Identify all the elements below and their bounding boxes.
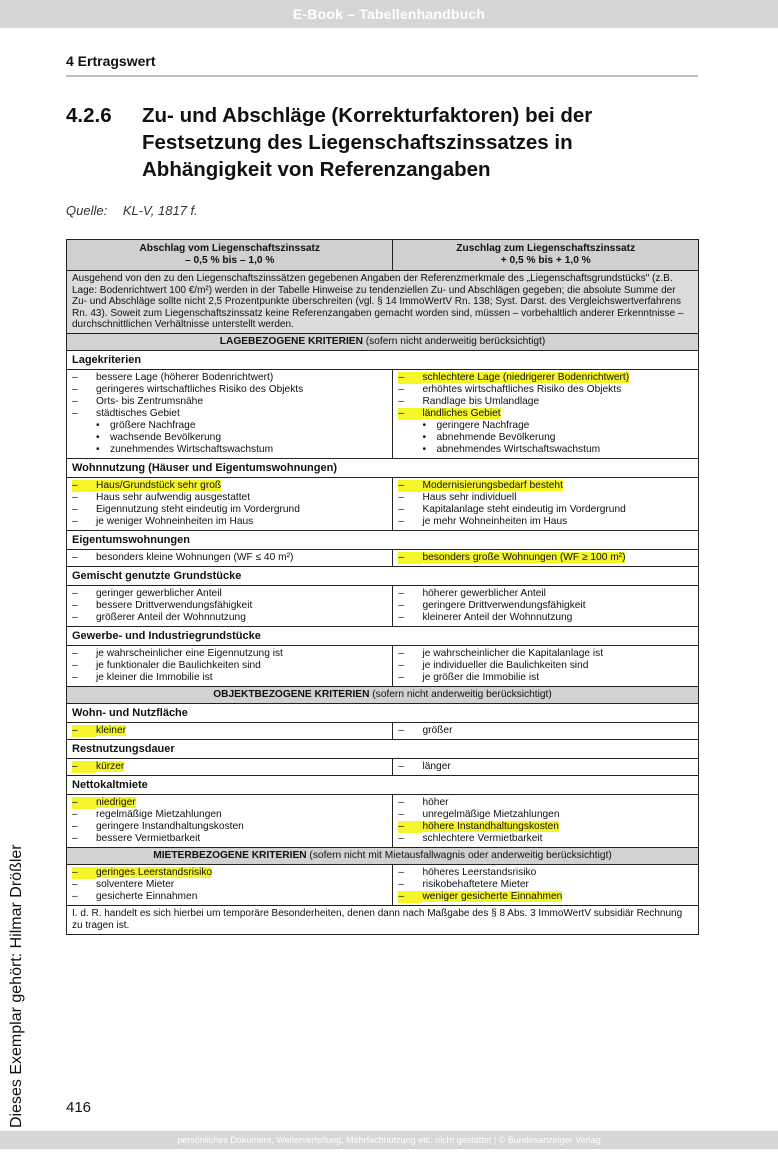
list-gewerbe-right	[398, 648, 693, 684]
source-line	[66, 203, 198, 218]
heading-number: 4.2.6	[66, 104, 112, 127]
intro-text: Ausgehend von den zu den Liegenschaftszinssätzen gegebenen Angaben der Referenzmerkmale des „Liegenschaftsgrundstücks" (z.B. Lage: Bodenrichtwert 100 €/m²) werden in der Tabelle Hinweise zu tendenziellen Zu- und Abschlägen gegeben; die absolute Summe der Zu- und Abschläge sollte nicht 2,5 Prozentpunkte überschreiten (vgl. § 14 ImmoWertV Rn. 138; Syst. Darst. des Vergleichswertverfahrens Rn. 43). Soweit zum Liegenschaftszinssatz keine Referenzangaben gemacht worden sind, müssen – vorbehaltlich anderer Erkenntnisse – durchschnittlichen Verhältnisse unterstellt werden.	[67, 271, 699, 334]
footer-text: persönliches Dokument, Weiterverteilung, Mehrfachnutzung etc. nicht gestattet | © Bundesanzeiger Verlag	[177, 1135, 601, 1145]
list-item: – je wahrscheinlicher die Kapitalanlage ist	[398, 647, 604, 659]
list-item: – risikobehaftetere Mieter	[398, 878, 529, 890]
list-miete-left	[72, 797, 387, 845]
page-number: 416	[66, 1099, 92, 1116]
list-item: – bessere Drittverwendungsfähigkeit	[72, 599, 253, 611]
subheader-gemischt: Gemischt genutzte Grundstücke	[67, 566, 699, 585]
list-item: – kleiner	[72, 724, 127, 736]
list-item: – länger	[398, 760, 451, 772]
list-item: – kürzer	[72, 760, 125, 772]
list-item: – höherer gewerblicher Anteil	[398, 587, 546, 599]
list-item: • abnehmendes Wirtschaftswachstum	[422, 443, 601, 455]
subheader-flaeche: Wohn- und Nutzfläche	[67, 703, 699, 722]
list-flaeche-left	[72, 725, 387, 737]
list-item: – solventere Mieter	[72, 878, 175, 890]
list-item: – höheres Leerstandsrisiko	[398, 866, 537, 878]
list-item: – bessere Lage (höherer Bodenrichtwert)	[72, 371, 274, 383]
list-item: – niedriger	[72, 796, 136, 808]
ebook-title: E-Book – Tabellenhandbuch	[292, 6, 486, 22]
list-wohn-left	[72, 480, 387, 528]
list-flaeche-right	[398, 725, 693, 737]
subheader-lage: Lagekriterien	[67, 350, 699, 369]
category-object: OBJEKTBEZOGENE KRITERIEN (sofern nicht anderweitig berücksichtigt)	[67, 686, 699, 703]
list-item: – besonders kleine Wohnungen (WF ≤ 40 m²)	[72, 551, 294, 563]
list-item: – städtisches Gebiet	[72, 407, 180, 419]
list-item: • zunehmendes Wirtschaftswachstum	[96, 443, 274, 455]
subheader-etw: Eigentumswohnungen	[67, 530, 699, 549]
list-item: – höhere Instandhaltungskosten	[398, 820, 559, 832]
list-item: – Orts- bis Zentrumsnähe	[72, 395, 204, 407]
category-location: LAGEBEZOGENE KRITERIEN (sofern nicht anderweitig berücksichtigt)	[67, 333, 699, 350]
list-item: – Haus/Grundstück sehr groß	[72, 479, 222, 491]
top-bar	[0, 0, 778, 28]
list-wohn-right	[398, 480, 693, 528]
table-note: I. d. R. handelt es sich hierbei um temporäre Besonderheiten, denen dann nach Maßgabe des § 8 Abs. 3 ImmoWertV subsidiär Rechnung zu tragen ist.	[67, 905, 699, 934]
list-item: – Eigennutzung steht eindeutig im Vordergrund	[72, 503, 300, 515]
list-item: – Modernisierungsbedarf besteht	[398, 479, 563, 491]
list-item: – bessere Vermietbarkeit	[72, 832, 201, 844]
list-item: – geringere Drittverwendungsfähigkeit	[398, 599, 586, 611]
subheader-miete: Nettokaltmiete	[67, 775, 699, 794]
list-item: – kleinerer Anteil der Wohnnutzung	[398, 611, 573, 623]
category-tenant: MIETERBEZOGENE KRITERIEN (sofern nicht mit Mietausfallwagnis oder anderweitig berücksichtigt)	[67, 847, 699, 864]
source-label: Quelle:	[66, 203, 108, 218]
list-item: – je größer die Immobilie ist	[398, 671, 540, 683]
list-item: • größere Nachfrage	[96, 419, 196, 431]
list-item: – Kapitalanlage steht eindeutig im Vordergrund	[398, 503, 626, 515]
list-rnd-right	[398, 761, 693, 773]
list-item: – Randlage bis Umlandlage	[398, 395, 540, 407]
list-item: – je individueller die Baulichkeiten sind	[398, 659, 589, 671]
list-item: – je funktionaler die Baulichkeiten sind	[72, 659, 261, 671]
col-header-left: Abschlag vom Liegenschaftszinssatz – 0,5 % bis – 1,0 %	[67, 240, 393, 271]
heading-text: Zu- und Abschläge (Korrekturfaktoren) bei der Festsetzung des Liegenschaftszinssatzes in Abhängigkeit von Referenzangaben	[142, 104, 593, 181]
list-item: – Haus sehr aufwendig ausgestattet	[72, 491, 251, 503]
list-gemischt-right	[398, 588, 693, 624]
list-mieter-left	[72, 867, 387, 903]
list-item: – Haus sehr individuell	[398, 491, 517, 503]
list-item: – höher	[398, 796, 449, 808]
list-mieter-right	[398, 867, 693, 903]
list-etw-left	[72, 552, 387, 564]
list-item: – geringer gewerblicher Anteil	[72, 587, 222, 599]
list-gemischt-left	[72, 588, 387, 624]
subheader-rnd: Restnutzungsdauer	[67, 739, 699, 758]
list-gewerbe-left	[72, 648, 387, 684]
list-etw-right	[398, 552, 693, 564]
list-item: • wachsende Bevölkerung	[96, 431, 222, 443]
list-item: – weniger gesicherte Einnahmen	[398, 890, 563, 902]
col-header-right: Zuschlag zum Liegenschaftszinssatz + 0,5 % bis + 1,0 %	[393, 240, 699, 271]
list-item: – geringes Leerstandsrisiko	[72, 866, 213, 878]
correction-factor-table	[66, 239, 699, 935]
list-item: – erhöhtes wirtschaftliches Risiko des Objekts	[398, 383, 622, 395]
owner-watermark: Dieses Exemplar gehört: Hilmar Drößler	[8, 844, 25, 1128]
list-item: – schlechtere Vermietbarkeit	[398, 832, 543, 844]
list-item: – gesicherte Einnahmen	[72, 890, 198, 902]
list-lage-left	[72, 372, 387, 456]
list-item: – regelmäßige Mietzahlungen	[72, 808, 222, 820]
list-item: – je weniger Wohneinheiten im Haus	[72, 515, 254, 527]
bottom-bar	[0, 1131, 778, 1149]
list-item: – größer	[398, 724, 453, 736]
list-rnd-left	[72, 761, 387, 773]
list-item: – geringere Instandhaltungskosten	[72, 820, 244, 832]
source-value: KL-V, 1817 f.	[122, 203, 198, 218]
section-title: 4 Ertragswert	[66, 53, 698, 77]
page-heading	[66, 102, 706, 183]
list-lage-right	[398, 372, 693, 456]
subheader-wohn: Wohnnutzung (Häuser und Eigentumswohnungen)	[67, 458, 699, 477]
list-item: – ländliches Gebiet	[398, 407, 501, 419]
list-item: – je kleiner die Immobilie ist	[72, 671, 213, 683]
list-item: – je mehr Wohneinheiten im Haus	[398, 515, 568, 527]
list-item: – geringeres wirtschaftliches Risiko des Objekts	[72, 383, 304, 395]
list-item: – je wahrscheinlicher eine Eigennutzung ist	[72, 647, 283, 659]
list-item: – unregelmäßige Mietzahlungen	[398, 808, 560, 820]
subheader-gewerbe: Gewerbe- und Industriegrundstücke	[67, 626, 699, 645]
list-item: – besonders große Wohnungen (WF ≥ 100 m²)	[398, 551, 626, 563]
list-item: – schlechtere Lage (niedrigerer Bodenrichtwert)	[398, 371, 630, 383]
list-item: • geringere Nachfrage	[422, 419, 530, 431]
list-miete-right	[398, 797, 693, 845]
list-item: • abnehmende Bevölkerung	[422, 431, 556, 443]
list-item: – größerer Anteil der Wohnnutzung	[72, 611, 246, 623]
